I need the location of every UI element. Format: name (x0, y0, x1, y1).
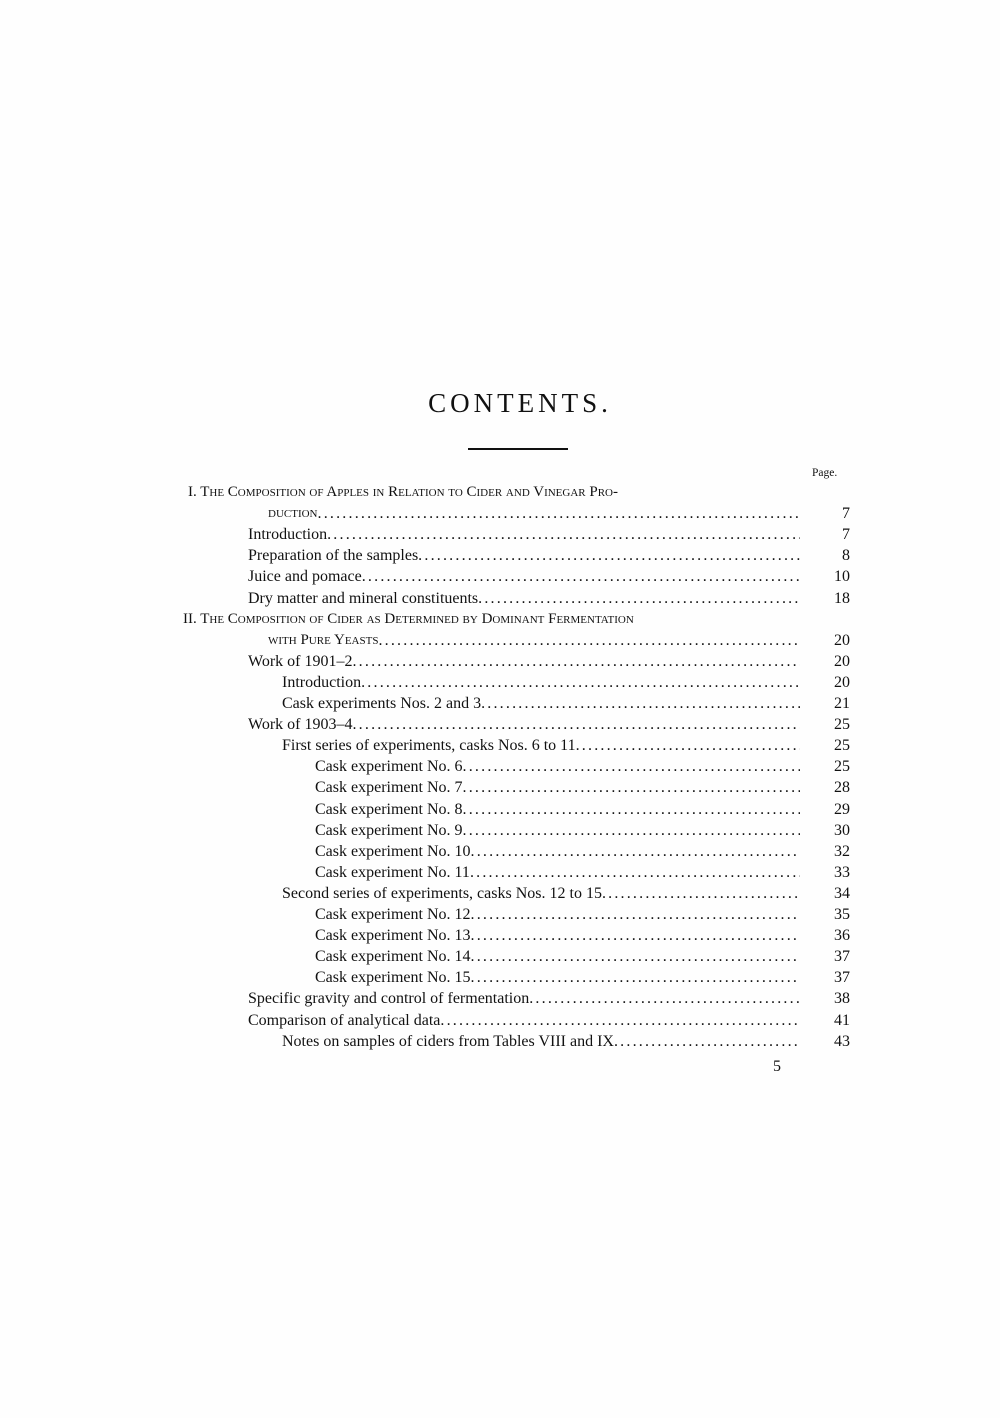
toc-entry-title: Cask experiment No. 14 (315, 948, 471, 966)
dot-leader (362, 566, 800, 587)
dot-leader (470, 862, 800, 883)
dot-leader (463, 820, 800, 841)
toc-entry-page: 38 (834, 990, 850, 1008)
toc-entry-title: Cask experiment No. 6 (315, 758, 463, 776)
toc-entry-title: Cask experiment No. 9 (315, 821, 463, 839)
toc-entry-title: Notes on samples of ciders from Tables VIII and IX (282, 1032, 614, 1050)
toc-entry (0, 988, 1000, 1009)
dot-leader (318, 503, 801, 524)
toc-entry-page: 7 (842, 505, 850, 523)
toc-entry (0, 799, 1000, 820)
dot-leader (352, 714, 800, 735)
dot-leader (418, 545, 800, 566)
toc-entry-title: Cask experiment No. 11 (315, 863, 470, 881)
toc-entry (0, 862, 1000, 883)
toc-entry (0, 651, 1000, 672)
toc-entry (0, 777, 1000, 798)
toc-entry-title: with Pure Yeasts (268, 631, 379, 648)
title-rule (468, 448, 568, 450)
toc-entry (0, 566, 1000, 587)
toc-entry-page: 20 (834, 652, 850, 670)
toc-entry-page: 37 (834, 948, 850, 966)
toc-entry-page: 41 (834, 1011, 850, 1029)
page-title: CONTENTS. (428, 388, 612, 418)
toc-entry-title: Second series of experiments, casks Nos. 12 to 15 (282, 884, 602, 902)
toc-entry (0, 946, 1000, 967)
toc-entry-page: 25 (834, 758, 850, 776)
toc-entry-page: 28 (834, 779, 850, 797)
toc-entry-page: 34 (834, 884, 850, 902)
toc-entry-title: Work of 1901–2 (248, 652, 353, 670)
toc-entry-page: 20 (834, 673, 850, 691)
toc-entry (0, 756, 1000, 777)
toc-entry-title: Introduction (248, 526, 328, 544)
toc-entry-title: Preparation of the samples (248, 547, 419, 565)
toc-entry-page: 7 (842, 526, 850, 544)
toc-entry (0, 672, 1000, 693)
toc-entry (0, 524, 1000, 545)
toc-entry-page: 30 (834, 821, 850, 839)
toc-entry-page: 20 (834, 631, 850, 649)
toc-entry (0, 925, 1000, 946)
toc-entry-page: 18 (834, 589, 850, 607)
toc-entry (0, 1031, 1000, 1052)
toc-entry (0, 735, 1000, 756)
toc-entry-title: Dry matter and mineral constituents (248, 589, 479, 607)
toc-entry-page: 8 (842, 547, 850, 565)
dot-leader (471, 841, 800, 862)
dot-leader (471, 967, 800, 988)
toc-entry-title: Cask experiment No. 7 (315, 779, 463, 797)
dot-leader (378, 630, 800, 651)
toc-entry-title: Cask experiment No. 15 (315, 969, 471, 987)
toc-entry-title: II. The Composition of Cider as Determined by Dominant Fermentation (183, 610, 634, 627)
dot-leader (463, 756, 800, 777)
toc-entry-page: 36 (834, 927, 850, 945)
toc-entry-title: duction (268, 505, 318, 522)
toc-entry-title: Cask experiment No. 13 (315, 927, 471, 945)
dot-leader (440, 1010, 800, 1031)
toc-entry (0, 967, 1000, 988)
toc-entry-page: 33 (834, 863, 850, 881)
toc-entry (0, 904, 1000, 925)
toc-entry (0, 545, 1000, 566)
page-column-header: Page. (812, 467, 838, 479)
toc-entry-title: Cask experiment No. 12 (315, 906, 471, 923)
dot-leader (471, 925, 800, 946)
toc-entry (0, 841, 1000, 862)
dot-leader (614, 1031, 800, 1052)
toc-entry-page: 29 (834, 800, 850, 818)
toc-entry-page: 25 (834, 716, 850, 734)
dot-leader (463, 799, 800, 820)
toc-entry-title: Juice and pomace (248, 568, 362, 586)
toc-entry-page: 21 (834, 695, 850, 712)
toc-entry (0, 883, 1000, 904)
dot-leader (471, 946, 800, 967)
toc-entry-page: 43 (834, 1032, 850, 1050)
toc-entry (0, 588, 1000, 609)
toc-entry (0, 482, 1000, 503)
dot-leader (352, 651, 800, 672)
toc-entry (0, 693, 1000, 714)
toc-entry (0, 1010, 1000, 1031)
toc-entry-page: 10 (834, 568, 850, 586)
toc-entry (0, 714, 1000, 735)
toc-entry (0, 820, 1000, 841)
dot-leader (327, 524, 800, 545)
dot-leader (602, 883, 800, 904)
dot-leader (361, 672, 800, 693)
dot-leader (478, 588, 800, 609)
toc-entry-title: Cask experiment No. 10 (315, 842, 471, 860)
page-number: 5 (773, 1058, 781, 1075)
toc-entry-title: Cask experiments Nos. 2 and 3 (282, 695, 482, 712)
toc-entry-page: 35 (834, 906, 850, 923)
toc-entry-title: I. The Composition of Apples in Relation to Cider and Vinegar Pro- (188, 484, 618, 500)
dot-leader (481, 693, 800, 714)
toc-entry-title: Comparison of analytical data (248, 1011, 441, 1029)
toc-entry (0, 609, 1000, 630)
dot-leader (463, 777, 800, 798)
toc-entry-title: Specific gravity and control of fermentation (248, 990, 530, 1008)
dot-leader (529, 988, 800, 1009)
toc-entry-page: 25 (834, 737, 850, 755)
toc-entry-page: 37 (834, 969, 850, 987)
toc-entry-page: 32 (834, 842, 850, 860)
toc-entry-title: Cask experiment No. 8 (315, 800, 463, 818)
dot-leader (471, 904, 800, 925)
toc-entry-title: First series of experiments, casks Nos. 6 to 11 (282, 737, 576, 755)
toc-entry-title: Work of 1903–4 (248, 716, 353, 734)
toc-entry-title: Introduction (282, 673, 362, 691)
dot-leader (576, 735, 800, 756)
toc-entry (0, 630, 1000, 651)
toc-entry (0, 503, 1000, 524)
